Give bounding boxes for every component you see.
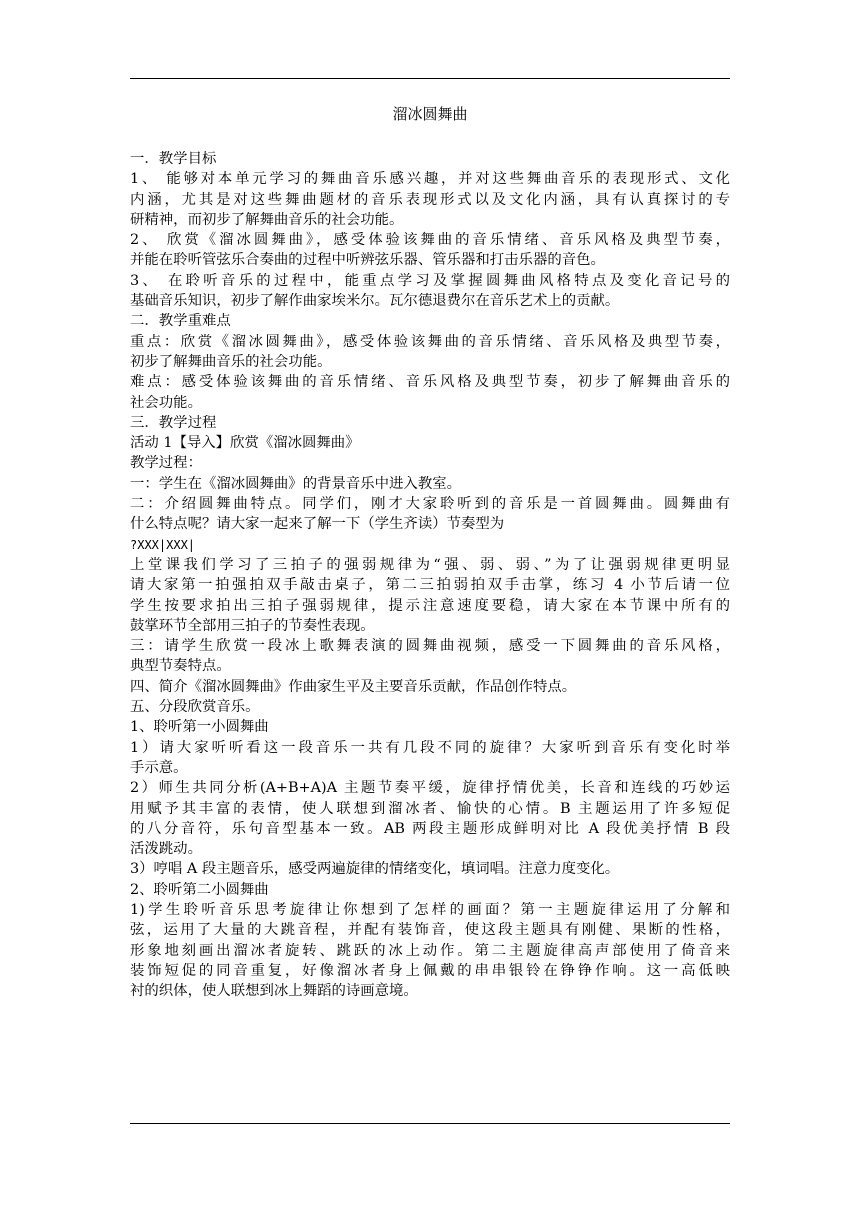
- paragraph-line: 1、 能够对本单元学习的舞曲音乐感兴趣，并对这些舞曲音乐的表现形式、文化: [130, 171, 730, 188]
- paragraph-line: 社会功能。: [130, 394, 202, 411]
- paragraph-line: 初步了解舞曲音乐的社会功能。: [130, 353, 332, 370]
- rhythm-notation: ?XXX|XXX|: [130, 537, 196, 552]
- paragraph-line: 形象地刻画出溜冰者旋转、跳跃的冰上动作。第二主题旋律高声部使用了倚音来: [130, 942, 730, 959]
- document-body: [130, 149, 730, 1001]
- paragraph-line: 鼓掌环节全部用三拍子的节奏性表现。: [130, 617, 375, 634]
- paragraph-line: 活泼跳动。: [130, 841, 202, 858]
- paragraph-line: 难点：感受体验该舞曲的音乐情绪、音乐风格及典型节奏，初步了解舞曲音乐的: [130, 374, 730, 391]
- page-title: 溜冰圆舞曲: [392, 105, 468, 123]
- paragraph-line: 什么特点呢？请大家一起来了解一下（学生齐读）节奏型为: [130, 516, 505, 533]
- paragraph-line: 装饰短促的同音重复，好像溜冰者身上佩戴的串串银铃在铮铮作响。这一高低映: [130, 962, 730, 979]
- section-heading: 三．教学过程: [130, 414, 217, 431]
- paragraph-line: 请大家第一拍强拍双手敲击桌子，第二三拍弱拍双手击掌，练习 4 小节后请一位: [130, 577, 730, 594]
- paragraph-line: 五、分段欣赏音乐。: [130, 699, 260, 716]
- section-heading: 一．教学目标: [130, 151, 217, 167]
- paragraph-line: 3、 在聆听音乐的过程中，能重点学习及掌握圆舞曲风格特点及变化音记号的: [130, 272, 730, 289]
- paragraph-line: 内涵，尤其是对这些舞曲题材的音乐表现形式以及文化内涵，具有认真探讨的专: [130, 191, 730, 208]
- paragraph-line: 2）师生共同分析(A+B+A)A 主题节奏平缓，旋律抒情优美，长音和连线的巧妙运: [130, 780, 730, 797]
- paragraph-line: 2、 欣赏《溜冰圆舞曲》，感受体验该舞曲的音乐情绪、音乐风格及典型节奏，: [130, 232, 730, 249]
- paragraph-line: 1)学生聆听音乐思考旋律让你想到了怎样的画面？第一主题旋律运用了分解和: [130, 901, 730, 918]
- paragraph-line: 并能在聆听管弦乐合奏曲的过程中听辨弦乐器、管乐器和打击乐器的音色。: [130, 252, 605, 269]
- paragraph-line: 典型节奏特点。: [130, 658, 231, 675]
- paragraph-line: 手示意。: [130, 759, 188, 776]
- paragraph-line: 教学过程：: [130, 455, 202, 472]
- paragraph-line: 衬的织体，使人联想到冰上舞蹈的诗画意境。: [130, 983, 418, 1000]
- paragraph-line: 弦，运用了大量的大跳音程，并配有装饰音，使这段主题具有刚健、果断的性格，: [130, 922, 730, 939]
- paragraph-line: 研精神，而初步了解舞曲音乐的社会功能。: [130, 211, 404, 228]
- paragraph-line: 用赋予其丰富的表情，使人联想到溜冰者、愉快的心情。B 主题运用了许多短促: [130, 800, 730, 817]
- paragraph-line: 四、简介《溜冰圆舞曲》作曲家生平及主要音乐贡献，作品创作特点。: [130, 678, 577, 695]
- paragraph-line: 重点：欣赏《溜冰圆舞曲》，感受体验该舞曲的音乐情绪、音乐风格及典型节奏，: [130, 333, 730, 350]
- paragraph-line: 学生按要求拍出三拍子强弱规律，提示注意速度要稳，请大家在本节课中所有的: [130, 597, 730, 614]
- footer-rule: [130, 1123, 730, 1124]
- paragraph-line: 上堂课我们学习了三拍子的强弱规律为“强、弱、弱、”为了让强弱规律更明显: [130, 556, 730, 573]
- paragraph-line: 二：介绍圆舞曲特点。同学们，刚才大家聆听到的音乐是一首圆舞曲。圆舞曲有: [130, 496, 730, 513]
- subsection-heading: 2、聆听第二小圆舞曲: [130, 881, 269, 898]
- paragraph-line: 1）请大家听听看这一段音乐一共有几段不同的旋律？大家听到音乐有变化时举: [130, 739, 730, 756]
- activity-heading: 活动 1【导入】欣赏《溜冰圆舞曲》: [130, 435, 360, 452]
- paragraph-line: 基础音乐知识，初步了解作曲家埃米尔。瓦尔德退费尔在音乐艺术上的贡献。: [130, 293, 620, 310]
- header-rule: [130, 78, 730, 79]
- paragraph-line: 三：请学生欣赏一段冰上歌舞表演的圆舞曲视频，感受一下圆舞曲的音乐风格，: [130, 638, 730, 655]
- paragraph-line: 3）哼唱 A 段主题音乐，感受两遍旋律的情绪变化，填词唱。注意力度变化。: [130, 861, 620, 878]
- section-heading: 二．教学重难点: [130, 313, 231, 330]
- paragraph-line: 一：学生在《溜冰圆舞曲》的背景音乐中进入教室。: [130, 475, 461, 492]
- subsection-heading: 1、聆听第一小圆舞曲: [130, 719, 269, 736]
- paragraph-line: 的八分音符，乐句音型基本一致。AB 两段主题形成鲜明对比 A 段优美抒情 B 段: [130, 820, 730, 837]
